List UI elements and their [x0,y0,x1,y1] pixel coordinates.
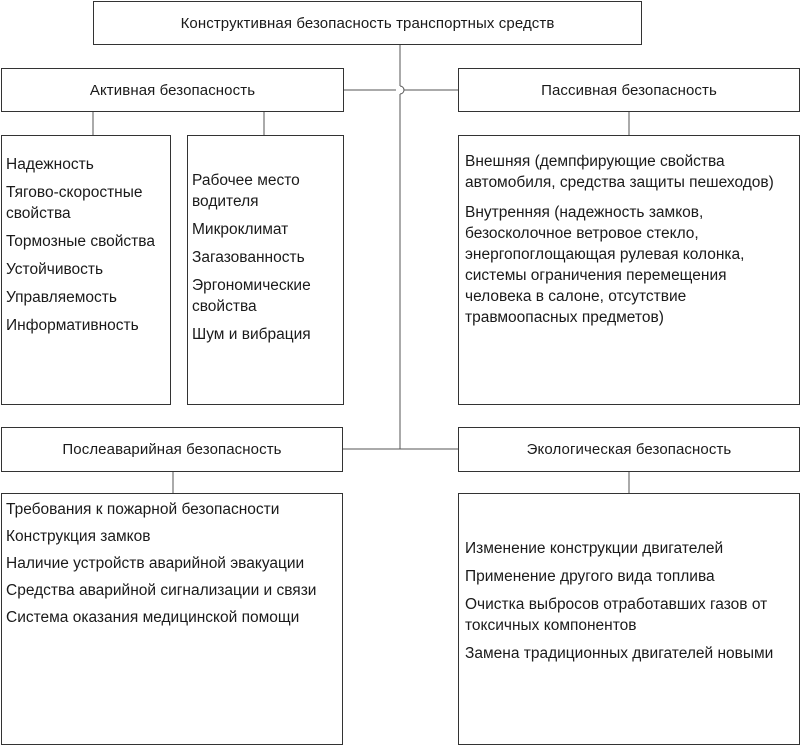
list-item: Средства аварийной сигнализации и связи [6,582,317,599]
list-item: Применение другого вида топлива [465,568,715,585]
post-crash-safety-title: Послеаварийная безопасность [62,441,282,458]
active-safety-title: Активная безопасность [89,81,256,99]
list-item: Информативность [6,317,139,334]
list-item: Очистка выбросов отработавших газов от токсичных компонентов [465,596,768,634]
list-item: Замена традиционных двигателей новыми [465,645,774,662]
list-item: Конструкция замков [6,528,151,545]
active-safety-header [1,68,344,112]
post-crash-safety-list [1,493,343,745]
list-item: Управляемость [6,289,117,306]
ecological-safety-title: Экологическая безопасность [526,441,732,458]
ecological-safety-list [458,493,800,745]
ecological-safety-header [458,427,800,472]
passive-safety-list [458,135,800,405]
post-crash-safety-header [1,427,343,472]
list-item: Шум и вибрация [192,326,311,343]
list-item: Наличие устройств аварийной эвакуации [6,555,305,572]
list-item: Требования к пожарной безопасности [6,501,280,518]
passive-safety-header [458,68,800,112]
list-item: Изменение конструкции двигателей [465,540,724,557]
trunk-crossover [400,86,404,94]
list-item: Микроклимат [192,221,289,238]
list-item: Загазованность [192,249,305,266]
list-item: Рабочее место водителя [192,172,300,210]
list-item: Система оказания медицинской помощи [6,609,300,626]
root-box [93,1,642,45]
active-safety-list-1 [1,135,171,405]
list-item: Тормозные свойства [6,233,155,250]
list-item: Устойчивость [6,261,104,278]
list-item: Надежность [6,156,94,173]
root-title: Конструктивная безопасность транспортных средств [180,14,555,32]
list-item: Эргономические свойства [192,277,311,315]
active-safety-list-2 [187,135,344,405]
list-item: Тягово-скоростные свойства [6,184,143,222]
list-item: Внутренняя (надежность замков, безосколочное ветровое стекло, энергопоглощающая рулевая колонка, системы ограничения перемещения человека в салоне, отсутствие травмоопасных предметов) [465,204,745,326]
passive-safety-title: Пассивная безопасность [541,81,717,99]
list-item: Внешняя (демпфирующие свойства автомобиля, средства защиты пешеходов) [465,153,774,191]
